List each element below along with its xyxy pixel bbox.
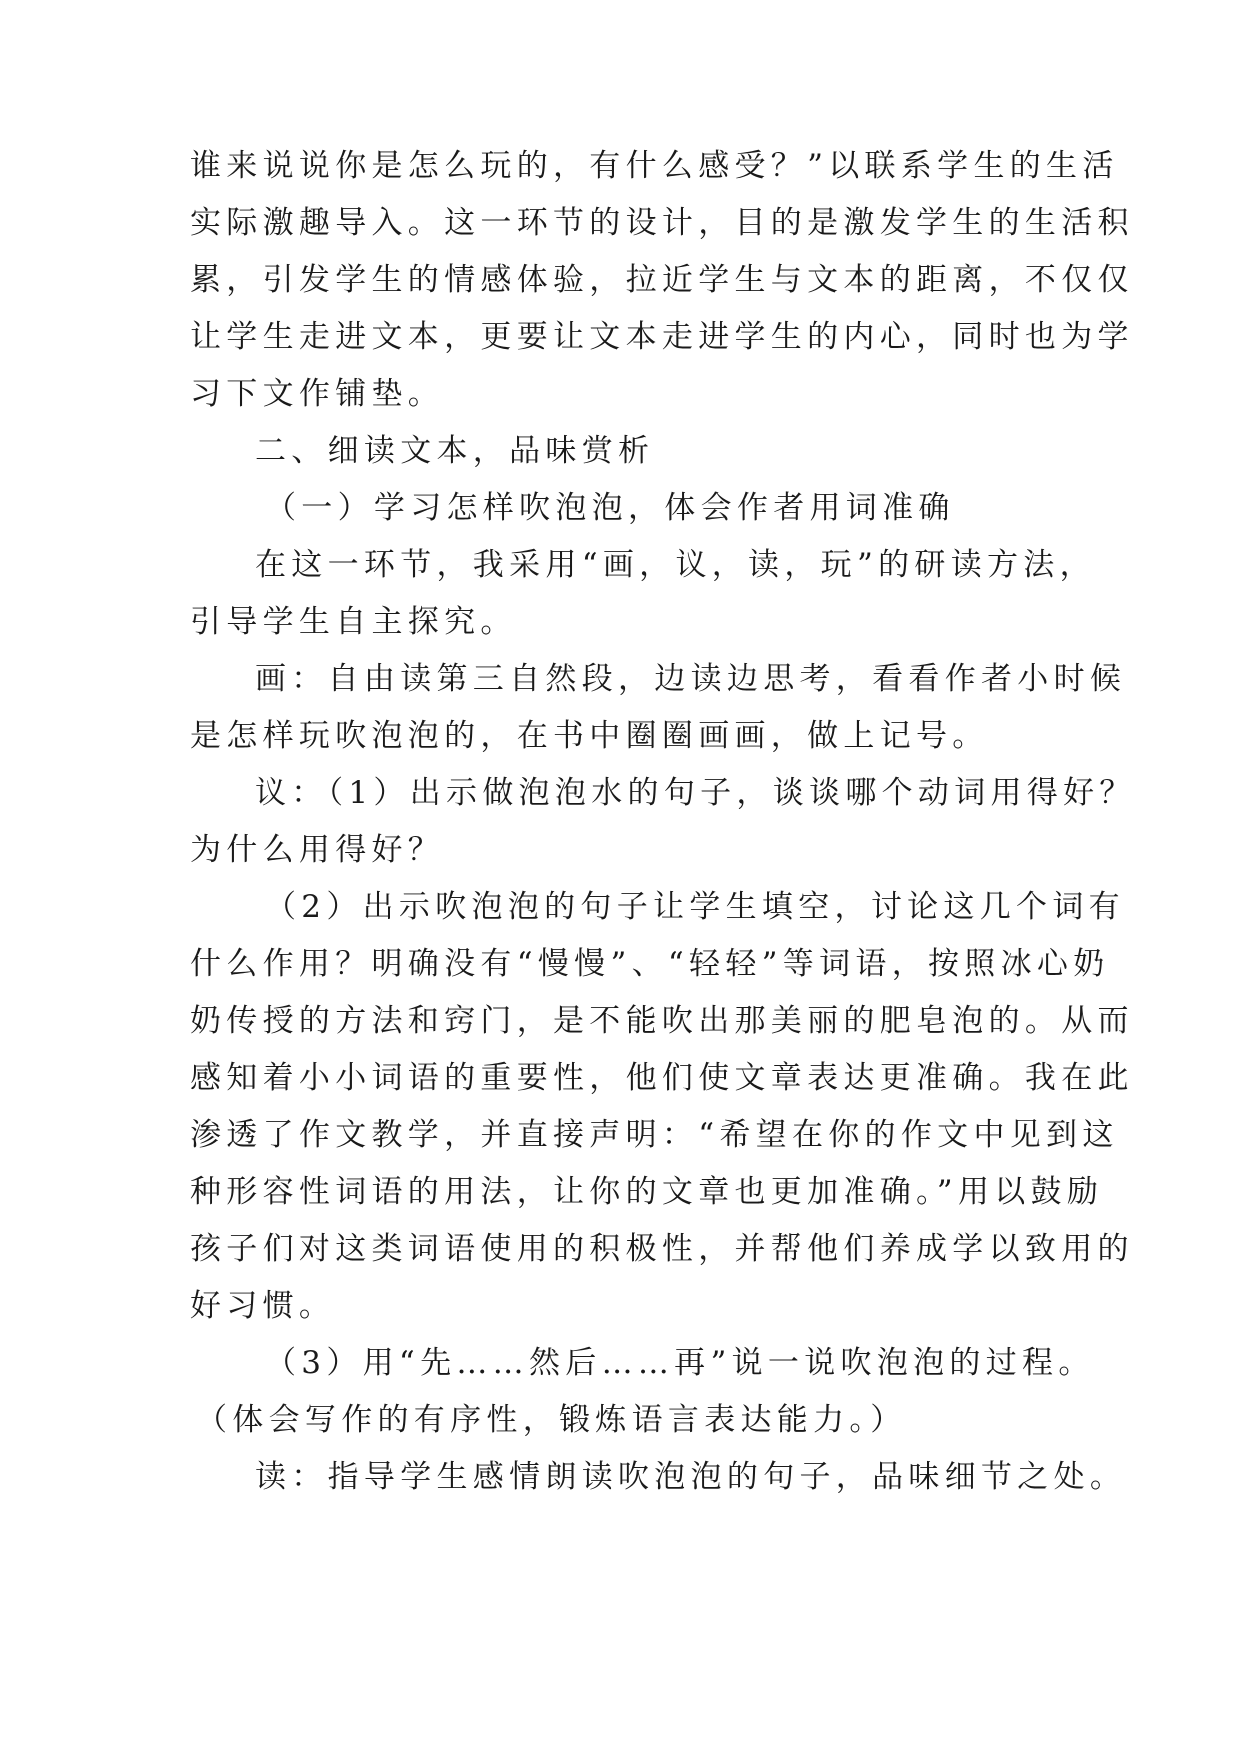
- text-line: 画：自由读第三自然段，边读边思考，看看作者小时候: [255, 661, 1127, 697]
- text-line: 实际激趣导入。这一环节的设计，目的是激发学生的生活积: [190, 205, 1134, 241]
- text-line: 什么作用？明确没有“慢慢”、“轻轻”等词语，按照冰心奶: [190, 946, 1110, 982]
- text-line: 引导学生自主探究。: [190, 604, 517, 640]
- text-line: 让学生走进文本，更要让文本走进学生的内心，同时也为学: [190, 319, 1134, 355]
- text-line: 渗透了作文教学，并直接声明：“希望在你的作文中见到这: [190, 1117, 1119, 1153]
- subsection-heading: （一）学习怎样吹泡泡，体会作者用词准确: [265, 490, 955, 526]
- text-line: 好习惯。: [190, 1288, 336, 1324]
- text-line: 习下文作铺垫。: [190, 376, 445, 412]
- text-line: （体会写作的有序性，锻炼语言表达能力。）: [196, 1402, 907, 1438]
- text-line: 议：（1）出示做泡泡水的句子，谈谈哪个动词用得好？: [255, 775, 1136, 811]
- text-line: 感知着小小词语的重要性，他们使文章表达更准确。我在此: [190, 1060, 1134, 1096]
- text-line: 累，引发学生的情感体验，拉近学生与文本的距离，不仅仅: [190, 262, 1134, 298]
- section-heading: 二、细读文本，品味赏析: [255, 433, 655, 469]
- text-line: 种形容性词语的用法，让你的文章也更加准确。”用以鼓励: [190, 1174, 1104, 1210]
- text-line: 读：指导学生感情朗读吹泡泡的句子，品味细节之处。: [255, 1459, 1127, 1495]
- text-line: 孩子们对这类词语使用的积极性，并帮他们养成学以致用的: [190, 1231, 1134, 1267]
- text-line: 在这一环节，我采用“画，议，读，玩”的研读方法，: [255, 547, 1096, 583]
- text-line: 奶传授的方法和窍门，是不能吹出那美丽的肥皂泡的。从而: [190, 1003, 1134, 1039]
- text-line: （3）用“先……然后……再”说一说吹泡泡的过程。: [265, 1345, 1095, 1381]
- text-line: 谁来说说你是怎么玩的，有什么感受？”以联系学生的生活: [190, 148, 1119, 184]
- text-line: 为什么用得好？: [190, 832, 445, 868]
- text-line: （2）出示吹泡泡的句子让学生填空，讨论这几个词有: [265, 889, 1125, 925]
- text-line: 是怎样玩吹泡泡的，在书中圈圈画画，做上记号。: [190, 718, 989, 754]
